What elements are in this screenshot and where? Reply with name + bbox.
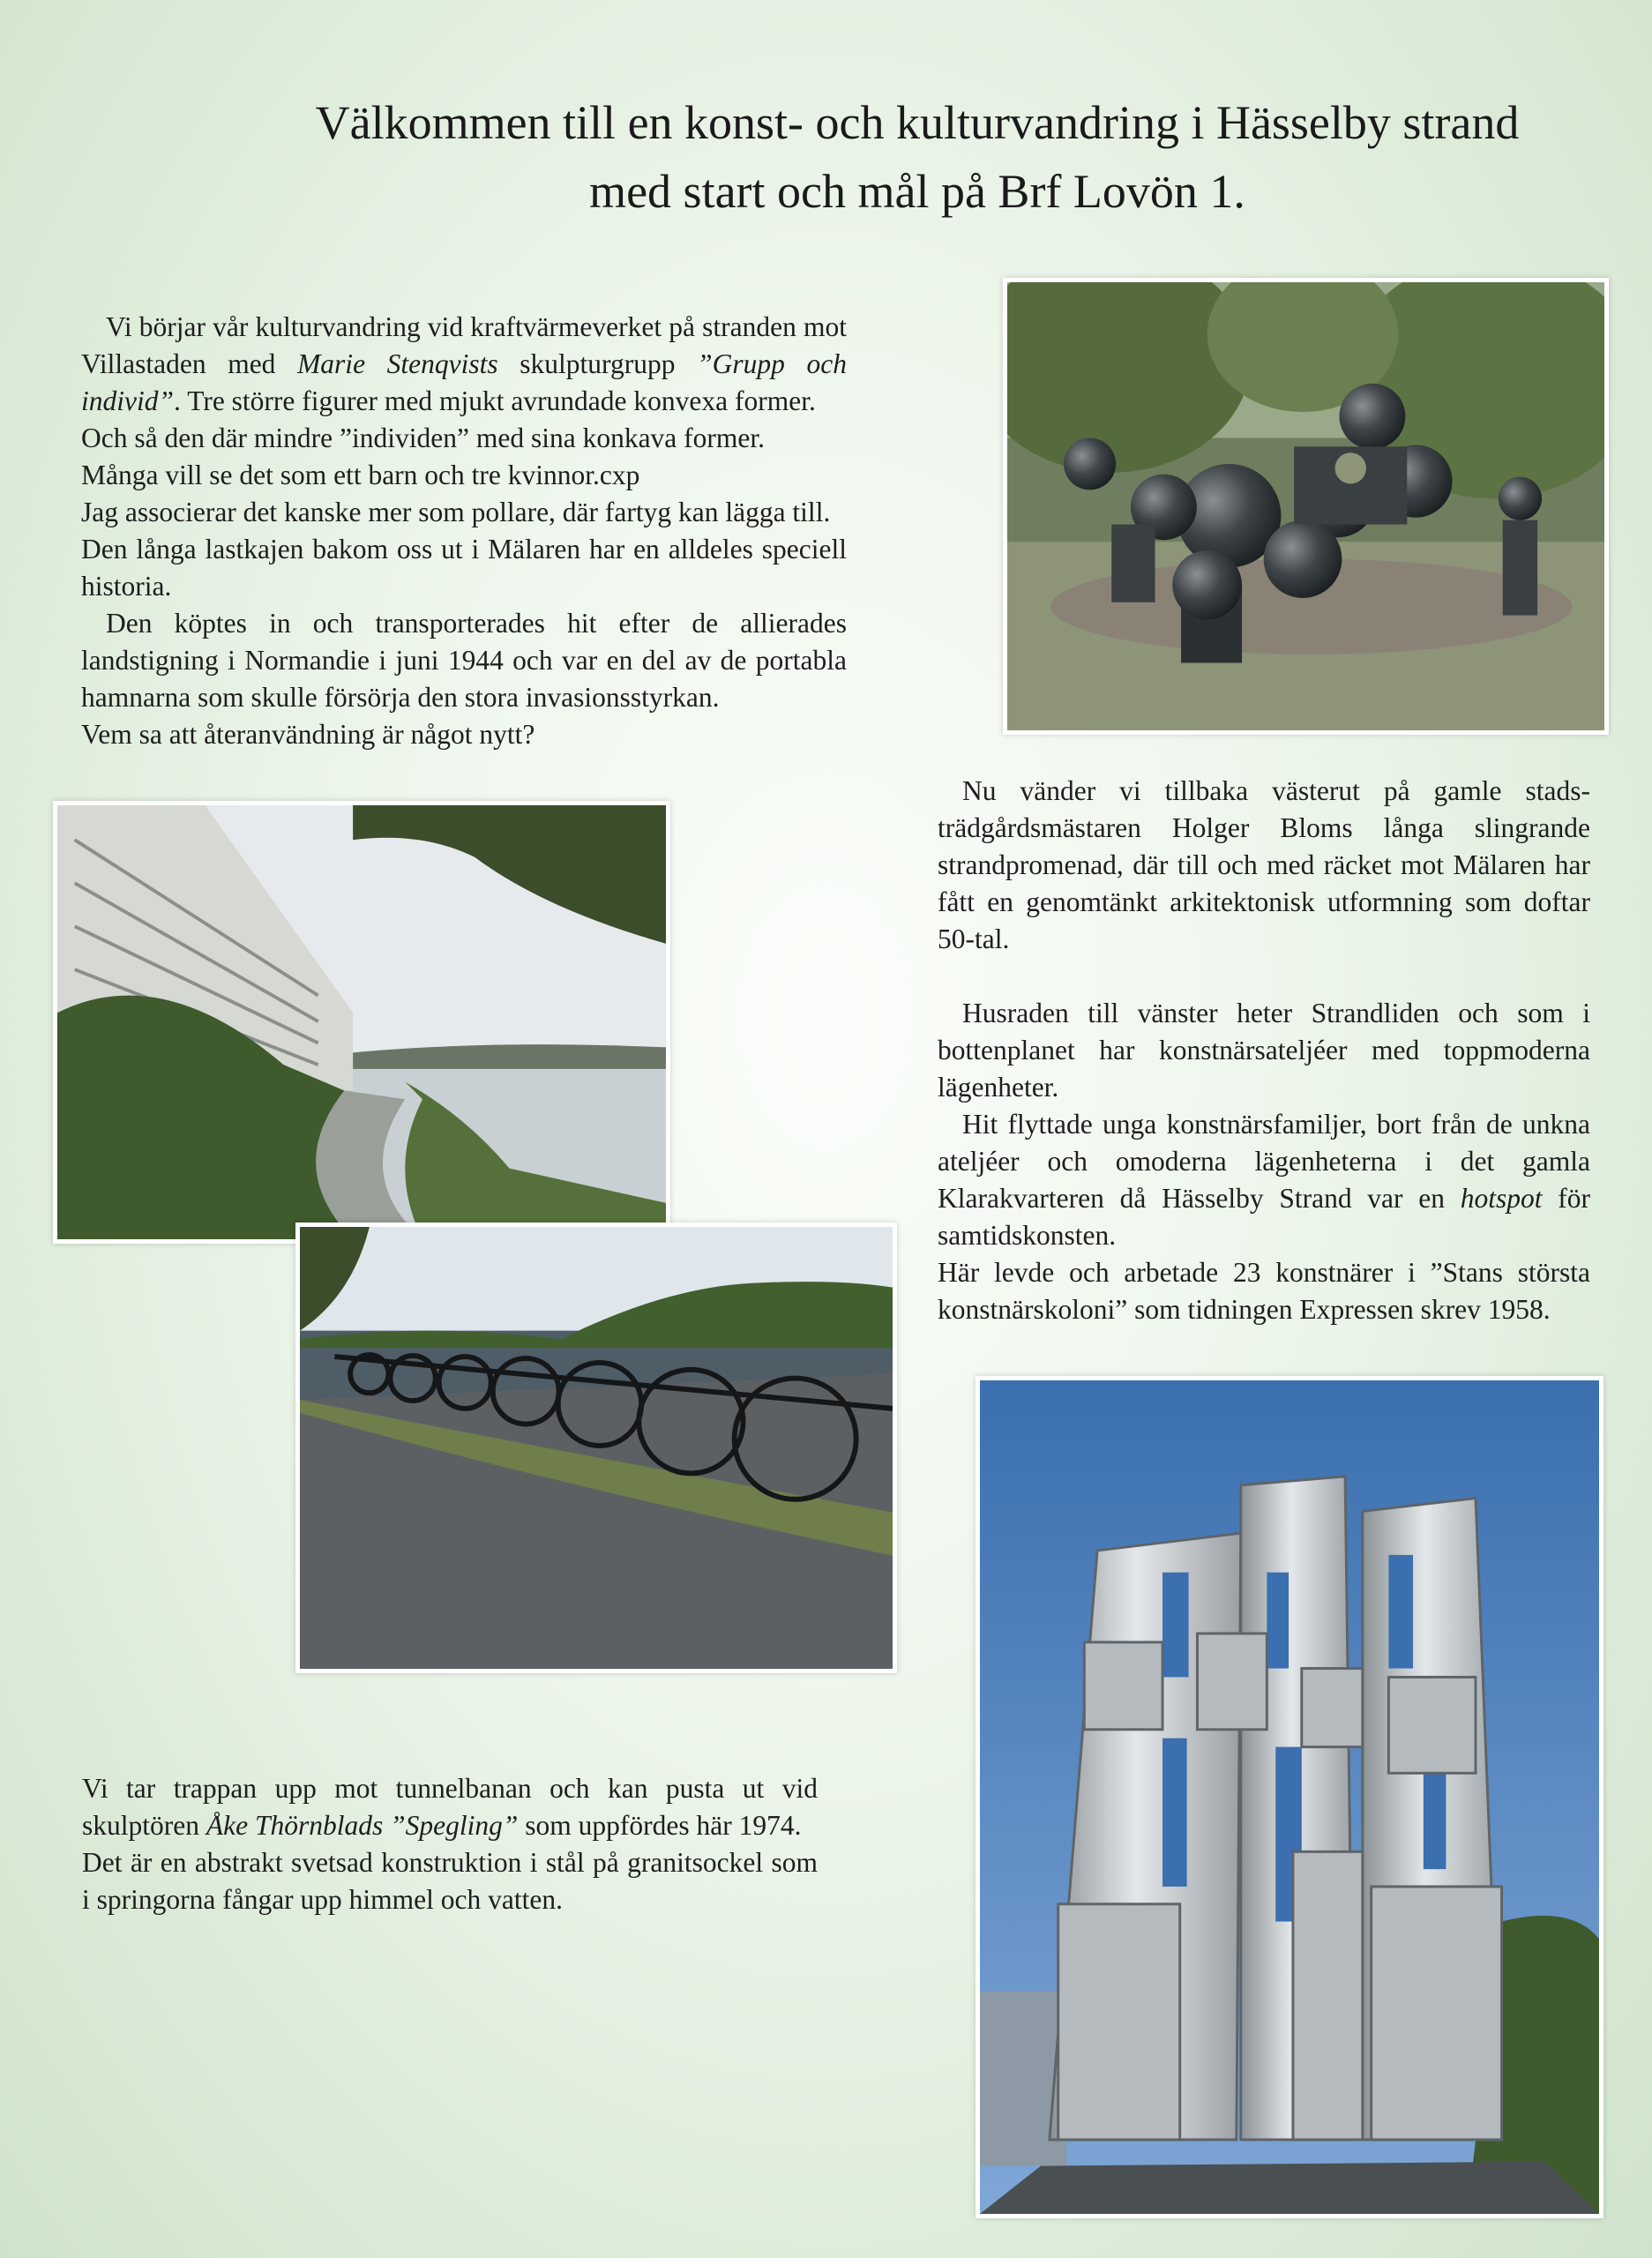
text-span: för samtidskonsten. xyxy=(938,1183,1591,1251)
intro-line: Många vill se det som ett barn och tre kvinnor.cxp xyxy=(81,460,640,490)
intro-line: Vem sa att återanvändning är något nytt? xyxy=(81,719,535,750)
railing-photo xyxy=(295,1222,897,1673)
sculpture-group-image xyxy=(1007,282,1604,730)
artists-paragraph xyxy=(938,1106,1590,1254)
spacer xyxy=(938,958,1590,995)
page-title xyxy=(221,88,1614,226)
spegling-text xyxy=(82,1770,818,1918)
strandliden-paragraph: Husraden till vänster heter Strandliden och som i bottenplanet har konstnärsateljéer med toppmoderna lägenheter. xyxy=(938,998,1590,1103)
strandliden-image xyxy=(57,805,666,1239)
intro-paragraph-2: Den köptes in och transporterades hit efter de allierades landstigning i Normandie i juni 1944 och var en del av de portabla hamnarna som skulle försörja den stora invasionsstyrkan. xyxy=(81,608,847,713)
artist-name: Åke Thörnblads xyxy=(206,1810,384,1841)
title-line-2: med start och mål på Brf Lovön 1. xyxy=(589,165,1245,218)
text-span: Vi börjar vår kulturvandring vid kraftvärmeverket på stranden mot Villastaden med xyxy=(81,311,847,379)
artwork-name: ”Grupp och individ” xyxy=(81,348,847,416)
title-line-1: Välkommen till en konst- och kulturvandring i Hässelby strand xyxy=(315,96,1520,149)
artist-name: Marie Stenqvists xyxy=(297,348,498,379)
railing-image xyxy=(300,1227,893,1669)
text-span: skulpturgrupp xyxy=(497,348,698,379)
intro-line: Den långa lastkajen bakom oss ut i Mälaren har en alldeles speciell historia. xyxy=(81,534,847,602)
text-span: Hit flyttade unga konstnärsfamiljer, bort från de unkna ateljéer och omoderna lägenheterna i det gamla Klarakvarteren då Hässelby Strand var en xyxy=(938,1109,1590,1214)
promenade-paragraph: Nu vänder vi tillbaka västerut på gamle stads-trädgårdsmästaren Holger Bloms långa slingrande strandpromenad, där till och med räcket mot Mälaren har fått en genomtänkt arkitektonisk utformning som doftar 50-tal. xyxy=(938,775,1590,954)
intro-line: Jag associerar det kanske mer som pollare, där fartyg kan lägga till. xyxy=(81,497,831,527)
colony-paragraph: Här levde och arbetade 23 konstnärer i ”Stans största konstnärskoloni” som tidningen Expressen skrev 1958. xyxy=(938,1257,1590,1325)
intro-paragraph-1 xyxy=(81,309,847,420)
spegling-paragraph-2: Det är en abstrakt svetsad konstruktion i stål på granitsockel som i springorna fångar upp himmel och vatten. xyxy=(82,1847,818,1915)
strandliden-photo xyxy=(53,801,670,1244)
emphasis-text: hotspot xyxy=(1460,1183,1543,1214)
text-span: som uppfördes här 1974. xyxy=(518,1810,802,1841)
text-span: . Tre större figurer med mjukt avrundade konvexa former. xyxy=(174,385,816,416)
sculpture-group-photo xyxy=(1003,278,1609,735)
text-span xyxy=(383,1810,390,1841)
intro-line: Och så den där mindre ”individen” med sina konkava former. xyxy=(81,422,765,453)
artwork-name: ”Spegling” xyxy=(390,1810,519,1841)
spegling-image xyxy=(980,1380,1599,2214)
promenade-text xyxy=(938,773,1590,1328)
intro-text xyxy=(81,309,847,753)
text-span: Vi tar trappan upp mot tunnelbanan och kan pusta ut vid skulptören xyxy=(82,1773,818,1841)
spegling-photo xyxy=(976,1376,1603,2218)
spegling-paragraph-1 xyxy=(82,1770,818,1844)
